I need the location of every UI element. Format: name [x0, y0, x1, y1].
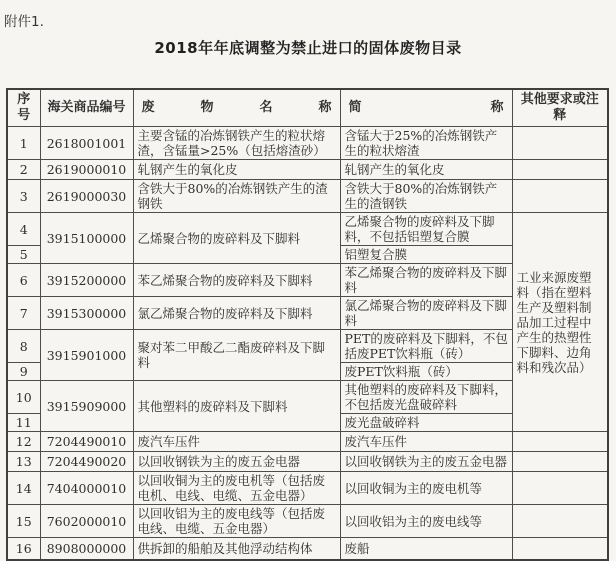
col-header-short-name: 简 称 [340, 89, 512, 127]
prohibited-waste-table [6, 88, 609, 561]
table-row [7, 432, 608, 452]
cell-short: 废船 [340, 538, 512, 560]
cell-no: 8 [7, 330, 40, 363]
col-header-hs-code: 海关商品编号 [40, 89, 133, 127]
cell-code: 7602000010 [40, 505, 133, 538]
cell-name: 轧钢产生的氧化皮 [133, 160, 340, 180]
cell-no: 1 [7, 127, 40, 160]
cell-short: 乙烯聚合物的废碎料及下脚料，不包括铝塑复合膜 [340, 213, 512, 246]
cell-no: 11 [7, 414, 40, 432]
cell-no: 14 [7, 472, 40, 505]
table-row [7, 127, 608, 160]
cell-code: 3915300000 [40, 297, 133, 330]
cell-short: 苯乙烯聚合物的废碎料及下脚料 [340, 264, 512, 297]
header-row [7, 89, 608, 127]
cell-note [512, 160, 608, 180]
cell-code: 3915100000 [40, 213, 133, 264]
cell-no: 7 [7, 297, 40, 330]
table-row [7, 452, 608, 472]
cell-name: 以回收铜为主的废电机等（包括废电机、电线、电缆、五金电器） [133, 472, 340, 505]
cell-short: 含锰大于25%的冶炼钢铁产生的粒状熔渣 [340, 127, 512, 160]
cell-short: 其他塑料的废碎料及下脚料，不包括废光盘破碎料 [340, 381, 512, 414]
cell-name: 其他塑料的废碎料及下脚料 [133, 381, 340, 432]
table-row [7, 538, 608, 560]
cell-code: 8908000000 [40, 538, 133, 560]
cell-short: 以回收铜为主的废电机等 [340, 472, 512, 505]
cell-name: 以回收铝为主的废电线等（包括废电线、电缆、五金电器） [133, 505, 340, 538]
cell-name: 含铁大于80%的冶炼钢铁产生的渣钢铁 [133, 180, 340, 213]
cell-code: 3915901000 [40, 330, 133, 381]
cell-code: 3915200000 [40, 264, 133, 297]
cell-name: 废汽车压件 [133, 432, 340, 452]
cell-short: 废汽车压件 [340, 432, 512, 452]
cell-no: 10 [7, 381, 40, 414]
attachment-label: 附件1. [4, 14, 44, 30]
col-header-other-requirements: 其他要求或注释 [512, 89, 608, 127]
cell-short: 含铁大于80%的冶炼钢铁产生的渣钢铁 [340, 180, 512, 213]
cell-code: 2619000030 [40, 180, 133, 213]
table-row [7, 180, 608, 213]
cell-code: 2619000010 [40, 160, 133, 180]
cell-no: 2 [7, 160, 40, 180]
cell-note-industrial-plastics: 工业来源废塑料（指在塑料生产及塑料制品加工过程中产生的热塑性下脚料、边角料和残次品） [512, 213, 608, 432]
cell-no: 9 [7, 363, 40, 381]
cell-name: 以回收钢铁为主的废五金电器 [133, 452, 340, 472]
table-row [7, 505, 608, 538]
cell-no: 15 [7, 505, 40, 538]
table-row [7, 472, 608, 505]
cell-note [512, 505, 608, 538]
cell-name: 供拆卸的船舶及其他浮动结构体 [133, 538, 340, 560]
cell-code: 7204490010 [40, 432, 133, 452]
cell-name: 乙烯聚合物的废碎料及下脚料 [133, 213, 340, 264]
table-row [7, 160, 608, 180]
cell-note [512, 538, 608, 560]
col-header-waste-name: 废 物 名 称 [133, 89, 340, 127]
cell-short: 以回收铝为主的废电线等 [340, 505, 512, 538]
page-title: 2018年年底调整为禁止进口的固体废物目录 [154, 39, 462, 57]
cell-short: 轧钢产生的氧化皮 [340, 160, 512, 180]
col-header-index: 序号 [7, 89, 40, 127]
cell-short: PET的废碎料及下脚料，不包括废PET饮料瓶（砖） [340, 330, 512, 363]
table-row [7, 213, 608, 246]
cell-name: 聚对苯二甲酸乙二酯废碎料及下脚料 [133, 330, 340, 381]
cell-code: 7404000010 [40, 472, 133, 505]
cell-name: 氯乙烯聚合物的废碎料及下脚料 [133, 297, 340, 330]
cell-note [512, 127, 608, 160]
cell-note [512, 452, 608, 472]
cell-name: 主要含锰的冶炼钢铁产生的粒状熔渣，含锰量>25%（包括熔渣砂） [133, 127, 340, 160]
cell-no: 6 [7, 264, 40, 297]
cell-code: 2618001001 [40, 127, 133, 160]
cell-short: 废光盘破碎料 [340, 414, 512, 432]
cell-no: 4 [7, 213, 40, 246]
cell-no: 13 [7, 452, 40, 472]
cell-name: 苯乙烯聚合物的废碎料及下脚料 [133, 264, 340, 297]
cell-note [512, 472, 608, 505]
cell-no: 16 [7, 538, 40, 560]
cell-no: 12 [7, 432, 40, 452]
cell-short: 以回收钢铁为主的废五金电器 [340, 452, 512, 472]
cell-no: 5 [7, 246, 40, 264]
cell-code: 3915909000 [40, 381, 133, 432]
cell-short: 铝塑复合膜 [340, 246, 512, 264]
cell-short: 氯乙烯聚合物的废碎料及下脚料 [340, 297, 512, 330]
cell-code: 7204490020 [40, 452, 133, 472]
cell-short: 废PET饮料瓶（砖） [340, 363, 512, 381]
cell-note [512, 432, 608, 452]
cell-no: 3 [7, 180, 40, 213]
cell-note [512, 180, 608, 213]
